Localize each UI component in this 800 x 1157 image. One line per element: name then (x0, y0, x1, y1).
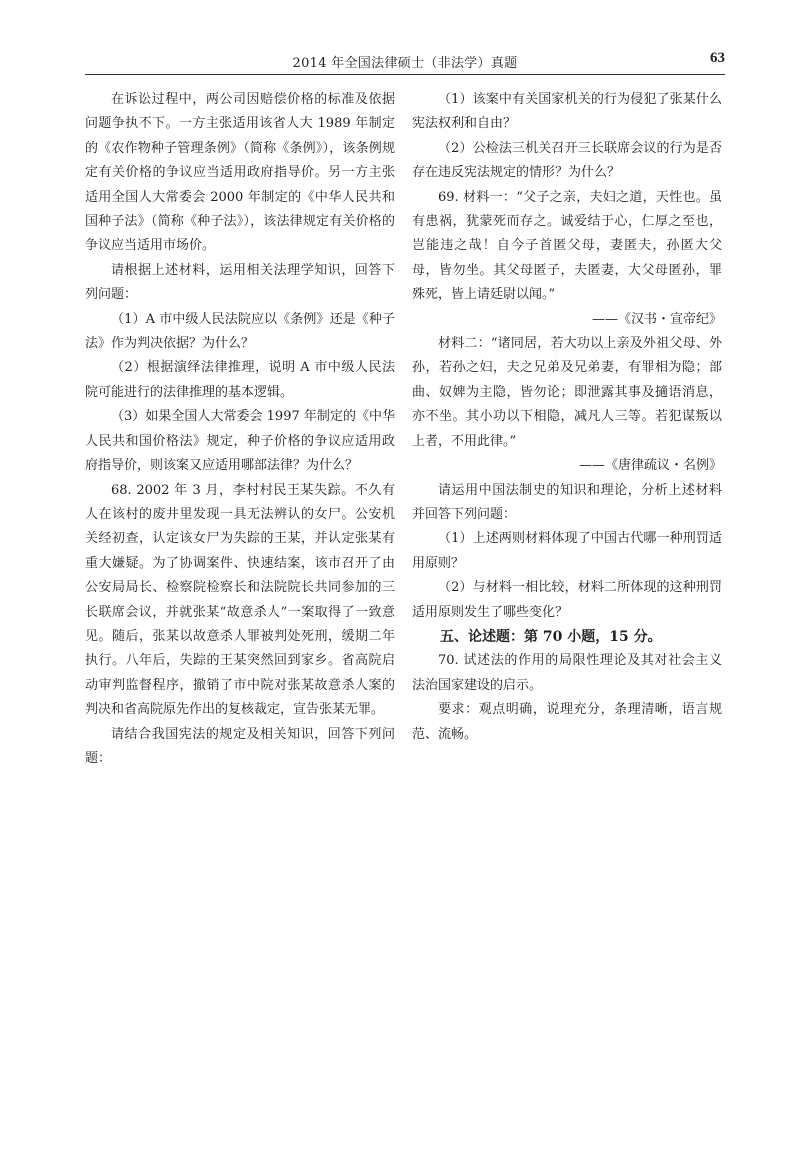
source-2: ——《唐律疏议・名例》 (578, 458, 722, 474)
question-68-1: （1）该案中有关国家机关的行为侵犯了张某什么宪法权利和自由？ (412, 92, 722, 132)
page-number: 63 (710, 50, 725, 66)
material-2: 材料二：“诸同居，若大功以上亲及外祖父母、外孙，若孙之妇，夫之兄弟及兄弟妻，有罪相为隐；部曲、奴婢为主隐，皆勿论；即泄露其事及擿语消息，亦不坐。其小功以下相隐，减凡人三等。若犯谋叛以上者，不用此律。” (412, 336, 722, 449)
question-70: 70. 试述法的作用的局限性理论及其对社会主义法治国家建设的启示。 (412, 653, 722, 693)
question-67a-3: （3）如果全国人大常委会 1997 年制定的《中华人民共和国价格法》规定，种子价格的争议应适用政府指导价，则该案又应适用哪部法律？为什么？ (85, 409, 395, 474)
source-1: ——《汉书・宣帝纪》 (591, 311, 722, 327)
question-70-requirement: 要求：观点明确，说理充分，条理清晰，语言规范、流畅。 (412, 702, 722, 742)
question-69-2: （2）与材料一相比较，材料二所体现的这种刑罚适用原则发生了哪些变化？ (412, 580, 722, 620)
question-67-instruction: 请根据上述材料，运用相关法理学知识，回答下列问题： (85, 262, 395, 303)
question-67a-1: （1）A 市中级人民法院应以《条例》还是《种子法》作为判决依据？为什么？ (85, 311, 395, 352)
question-67a-2: （2）根据演绎法律推理，说明 A 市中级人民法院可能进行的法律推理的基本逻辑。 (85, 360, 395, 400)
left-column (85, 88, 395, 771)
question-69-1: （1）上述两则材料体现了中国古代哪一种刑罚适用原则？ (412, 531, 722, 571)
material-1: 69. 材料一：“父子之亲，夫妇之道，天性也。虽有患祸，犹蒙死而存之。诚爱结于心，仁厚之至也，岂能违之哉！自今子首匿父母，妻匿夫，孙匿大父母，皆勿坐。其父母匿子，夫匿妻，大父母匿孙，罪殊死，皆上请廷尉以闻。” (412, 189, 722, 303)
question-68-2: （2）公检法三机关召开三长联席会议的行为是否存在违反宪法规定的情形？为什么？ (412, 140, 722, 181)
right-column (412, 88, 722, 747)
running-header (85, 50, 725, 75)
question-68-instruction: 请结合我国宪法的规定及相关知识，回答下列问题： (85, 726, 395, 766)
section-heading-essay: 五、论述题：第 70 小题，15 分。 (440, 628, 662, 645)
question-69-instruction: 请运用中国法制史的知识和理论，分析上述材料并回答下列问题： (412, 482, 722, 522)
case-67-continued: 在诉讼过程中，两公司因赔偿价格的标准及依据问题争执不下。一方主张适用该省人大 1989 年制定的《农作物种子管理条例》（简称《条例》），该条例规定有关价格的争议应当适用政府指导价。另一方主张适用全国人大常委会 2000 年制定的《中华人民共和国种子法》（简称《种子法》），该法律规定有关价格的争议应当适用市场价。 (85, 92, 395, 254)
header-title: 2014 年全国法律硕士（非法学）真题 (292, 56, 518, 71)
case-68: 68. 2002 年 3 月，李村村民王某失踪。不久有人在该村的废井里发现一具无法辨认的女尸。公安机关经初查，认定该女尸为失踪的王某，并认定张某有重大嫌疑。为了协调案件、快速结案，该市召开了由公安局局长、检察院检察长和法院院长共同参加的三长联席会议，并就张某“故意杀人”一案取得了一致意见。随后，张某以故意杀人罪被判处死刑，缓期二年执行。八年后，失踪的王某突然回到家乡。省高院启动审判监督程序，撤销了市中院对张某故意杀人案的判决和省高院原先作出的复核裁定，宣告张某无罪。 (85, 482, 395, 718)
